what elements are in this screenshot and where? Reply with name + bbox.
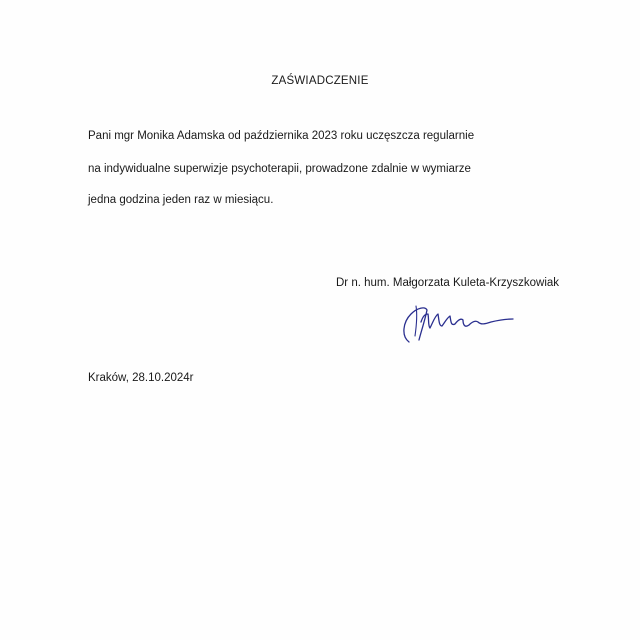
- body-line-2: na indywidualne superwizje psychoterapii, prowadzone zdalnie w wymiarze: [88, 163, 471, 175]
- document-title: ZAŚWIADCZENIE: [271, 75, 369, 87]
- body-line-3: jedna godzina jeden raz w miesiącu.: [88, 194, 274, 206]
- signer-name: Dr n. hum. Małgorzata Kuleta-Krzyszkowiak: [336, 277, 560, 289]
- handwritten-signature: [395, 292, 515, 348]
- body-line-1: Pani mgr Monika Adamska od października 2023 roku uczęszcza regularnie: [88, 130, 475, 142]
- place-and-date: Kraków, 28.10.2024r: [88, 372, 194, 384]
